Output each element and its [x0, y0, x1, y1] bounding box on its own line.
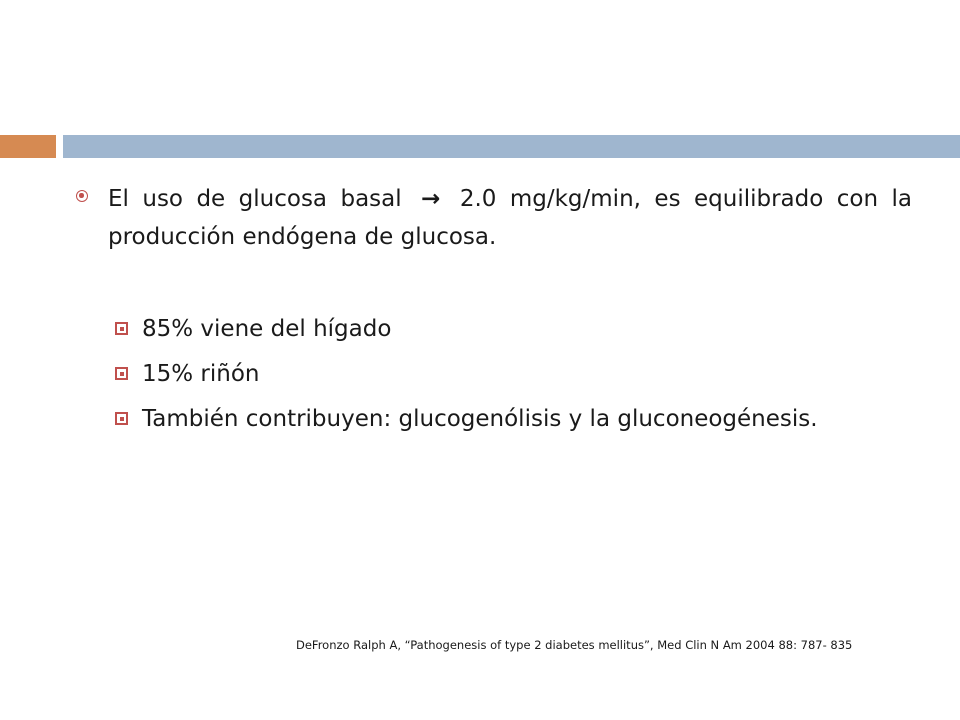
main-bullet	[76, 180, 912, 256]
square-bullet-icon	[115, 322, 128, 335]
sub-bullet-list	[115, 310, 912, 445]
sub-bullet-text: 15% riñón	[142, 361, 260, 387]
circle-bullet-icon	[76, 190, 88, 202]
sub-bullet-text: También contribuyen: glucogenólisis y la gluconeogénesis.	[142, 406, 818, 432]
sub-bullet-item	[115, 310, 912, 348]
accent-bar-orange	[0, 135, 56, 158]
sub-bullet-item	[115, 355, 912, 393]
main-bullet-text	[108, 180, 912, 256]
header-band-blue	[63, 135, 960, 158]
square-bullet-icon	[115, 367, 128, 380]
right-arrow-icon: →	[421, 186, 441, 212]
main-bullet-part2: 2.0 mg/kg/min, es equilibrado con la producción endógena de glucosa.	[108, 186, 912, 250]
main-bullet-part1: El uso de glucosa basal	[108, 186, 402, 212]
citation: DeFronzo Ralph A, “Pathogenesis of type 2 diabetes mellitus”, Med Clin N Am 2004 88: 787- 835	[296, 638, 853, 652]
sub-bullet-item	[115, 400, 912, 438]
square-bullet-icon	[115, 412, 128, 425]
sub-bullet-text: 85% viene del hígado	[142, 316, 392, 342]
